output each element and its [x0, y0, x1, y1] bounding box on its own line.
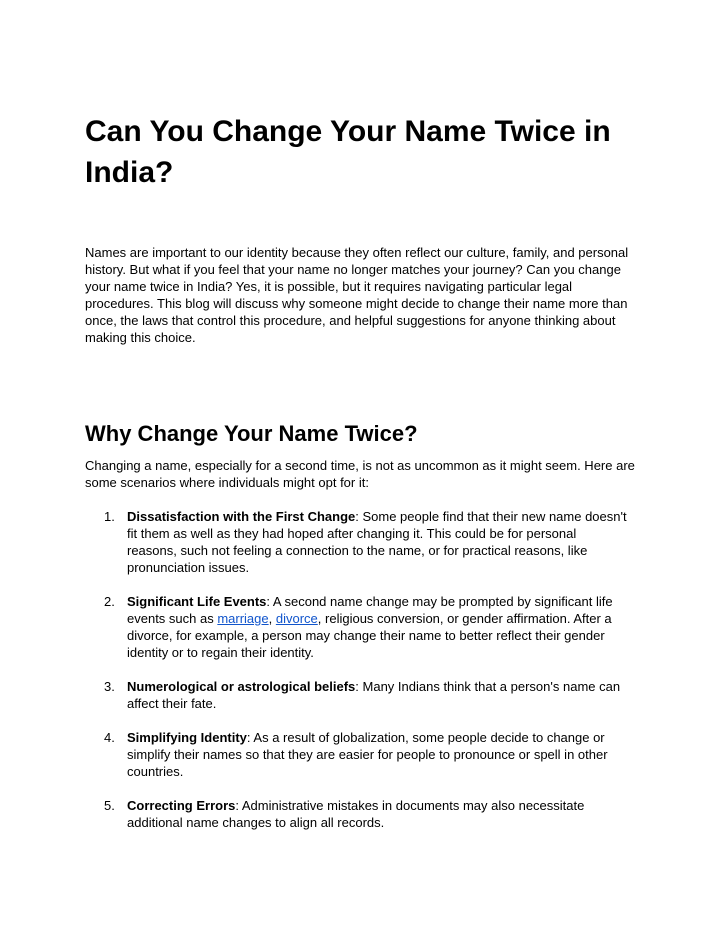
divorce-link[interactable]: divorce [275, 611, 318, 626]
list-item-term: Dissatisfaction with the First Change [127, 509, 356, 524]
section-intro-paragraph: Changing a name, especially for a second time, is not as uncommon as it might seem. Here are some scenarios where individuals might opt for it: [85, 458, 635, 490]
list-item-text: : As a result of globalization, some people decide to change or simplify their names so that they are easier for people to pronounce or spell in other countries. [127, 730, 608, 779]
list-item [85, 593, 640, 661]
list-item-body [127, 508, 627, 576]
list-item-body [127, 797, 627, 831]
marriage-link[interactable]: marriage [217, 611, 269, 626]
list-item-number: 3. [104, 679, 115, 694]
list-item-term: Numerological or astrological beliefs [127, 679, 356, 694]
list-item-number: 5. [104, 798, 115, 813]
list-item-text: : A second name change may be prompted by significant life events such as [127, 594, 613, 626]
list-item-text: : Many Indians think that a person's name can affect their fate. [127, 679, 621, 711]
list-item-term: Simplifying Identity [127, 730, 247, 745]
list-item-number: 1. [104, 509, 115, 524]
intro-paragraph: Names are important to our identity because they often reflect our culture, family, and personal history. But what if you feel that your name no longer matches your journey? Can you change your name twice in India? Yes, it is possible, but it requires navigating particular legal procedures. This blog will discuss why someone might decide to change their name more than once, the laws that control this procedure, and helpful suggestions for anyone thinking about making this choice. [85, 245, 629, 345]
list-item [85, 797, 640, 831]
list-item-body [127, 593, 627, 661]
list-item-term: Significant Life Events [127, 594, 267, 609]
list-item [85, 678, 640, 712]
list-item-number: 2. [104, 594, 115, 609]
link-separator: , [268, 611, 276, 626]
section-heading: Why Change Your Name Twice? [85, 421, 418, 446]
list-item [85, 729, 640, 780]
reasons-list [85, 508, 640, 848]
list-item-body [127, 729, 627, 780]
list-item-text: : Administrative mistakes in documents may also necessitate additional name changes to align all records. [127, 798, 585, 830]
page-title: Can You Change Your Name Twice in India? [85, 115, 611, 189]
list-item-text: : Some people find that their new name doesn't fit them as well as they had hoped after changing it. This could be for personal reasons, such not feeling a connection to the name, or for practical reasons, like pronunciation issues. [127, 509, 627, 575]
list-item-text: , religious conversion, or gender affirmation. After a divorce, for example, a person may change their name to better reflect their gender identity or to regain their identity. [127, 611, 612, 660]
list-item-body [127, 678, 627, 712]
list-item-number: 4. [104, 730, 115, 745]
list-item [85, 508, 640, 576]
list-item-term: Correcting Errors [127, 798, 236, 813]
